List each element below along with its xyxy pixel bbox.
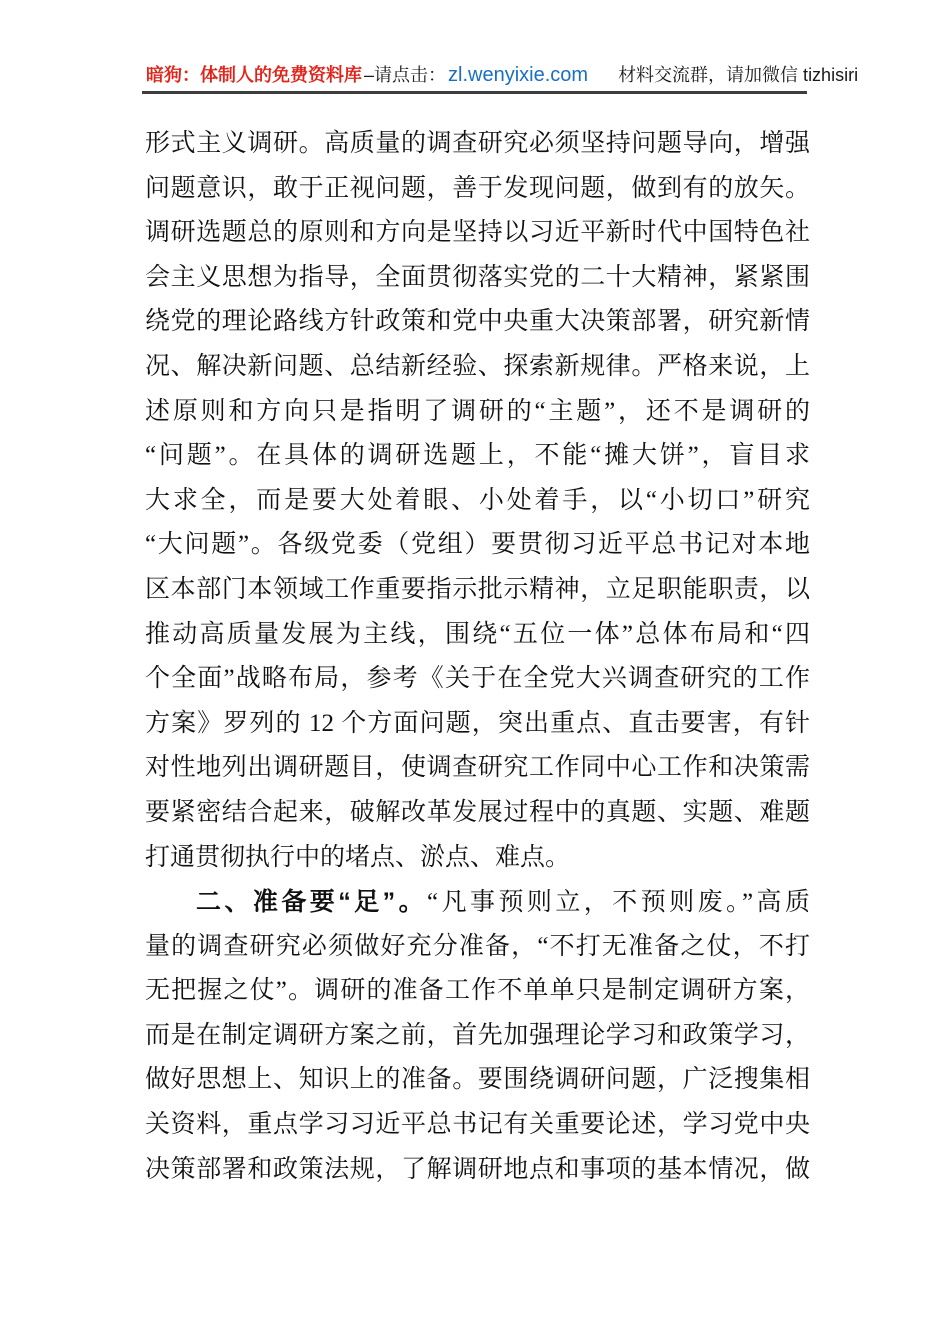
text-line: “问题”。在具体的调研选题上，不能“摊大饼”，盲目求 bbox=[145, 442, 810, 470]
text-line: 会主义思想为指导，全面贯彻落实党的二十大精神，紧紧围 bbox=[145, 263, 810, 291]
text-line: 无把握之仗”。调研的准备工作不单单只是制定调研方案， bbox=[145, 977, 810, 1005]
document-body bbox=[145, 122, 810, 1192]
text-line: 对性地列出调研题目，使调查研究工作同中心工作和决策需 bbox=[145, 754, 810, 782]
text-line: 打通贯彻执行中的堵点、淤点、难点。 bbox=[145, 843, 571, 871]
text-line: 关资料，重点学习习近平总书记有关重要论述，学习党中央 bbox=[145, 1111, 810, 1139]
text-line: “大问题”。各级党委（党组）要贯彻习近平总书记对本地 bbox=[145, 531, 810, 559]
text-line: 决策部署和政策法规，了解调研地点和事项的基本情况，做 bbox=[145, 1155, 810, 1183]
text-line: 而是在制定调研方案之前，首先加强理论学习和政策学习， bbox=[145, 1021, 810, 1049]
text-line: 个全面”战略布局，参考《关于在全党大兴调查研究的工作 bbox=[145, 665, 810, 693]
promo-header bbox=[146, 61, 859, 89]
text-line: 绕党的理论路线方针政策和党中央重大决策部署，研究新情 bbox=[145, 308, 810, 336]
text-line: 问题意识，敢于正视问题，善于发现问题，做到有的放矢。 bbox=[145, 174, 810, 202]
promo-contact-text: 材料交流群，请加微信 tizhisiri bbox=[618, 65, 859, 85]
text-line: 做好思想上、知识上的准备。要围绕调研问题，广泛搜集相 bbox=[145, 1066, 810, 1094]
text-line: 区本部门本领域工作重要指示批示精神，立足职能职责，以 bbox=[145, 575, 810, 603]
promo-click-label: –请点击： bbox=[364, 65, 447, 85]
text-line: 形式主义调研。高质量的调查研究必须坚持问题导向，增强 bbox=[145, 130, 810, 157]
section-heading-bold: 二、准备要“足”。 bbox=[196, 888, 428, 917]
promo-link[interactable]: zl.wenyixie.com bbox=[448, 64, 589, 86]
text-line: 调研选题总的原则和方向是坚持以习近平新时代中国特色社 bbox=[145, 219, 810, 247]
promo-brand-text: 暗狗：体制人的免费资料库 bbox=[146, 65, 362, 85]
text-line: 大求全，而是要大处着眼、小处着手，以“小切口”研究 bbox=[145, 486, 810, 514]
section-heading-rest: “凡事预则立，不预则废。”高质 bbox=[427, 889, 810, 917]
header-divider bbox=[142, 91, 807, 94]
text-line: 述原则和方向只是指明了调研的“主题”，还不是调研的 bbox=[145, 397, 810, 425]
text-line: 量的调查研究必须做好充分准备，“不打无准备之仗，不打 bbox=[145, 932, 810, 960]
text-line: 方案》罗列的 12 个方面问题，突出重点、直击要害，有针 bbox=[145, 709, 810, 737]
text-line: 推动高质量发展为主线，围绕“五位一体”总体布局和“四 bbox=[145, 620, 810, 648]
text-line: 要紧密结合起来，破解改革发展过程中的真题、实题、难题 bbox=[145, 798, 810, 826]
text-line: 况、解决新问题、总结新经验、探索新规律。严格来说，上 bbox=[145, 352, 810, 380]
text-line-section-heading bbox=[145, 880, 810, 925]
